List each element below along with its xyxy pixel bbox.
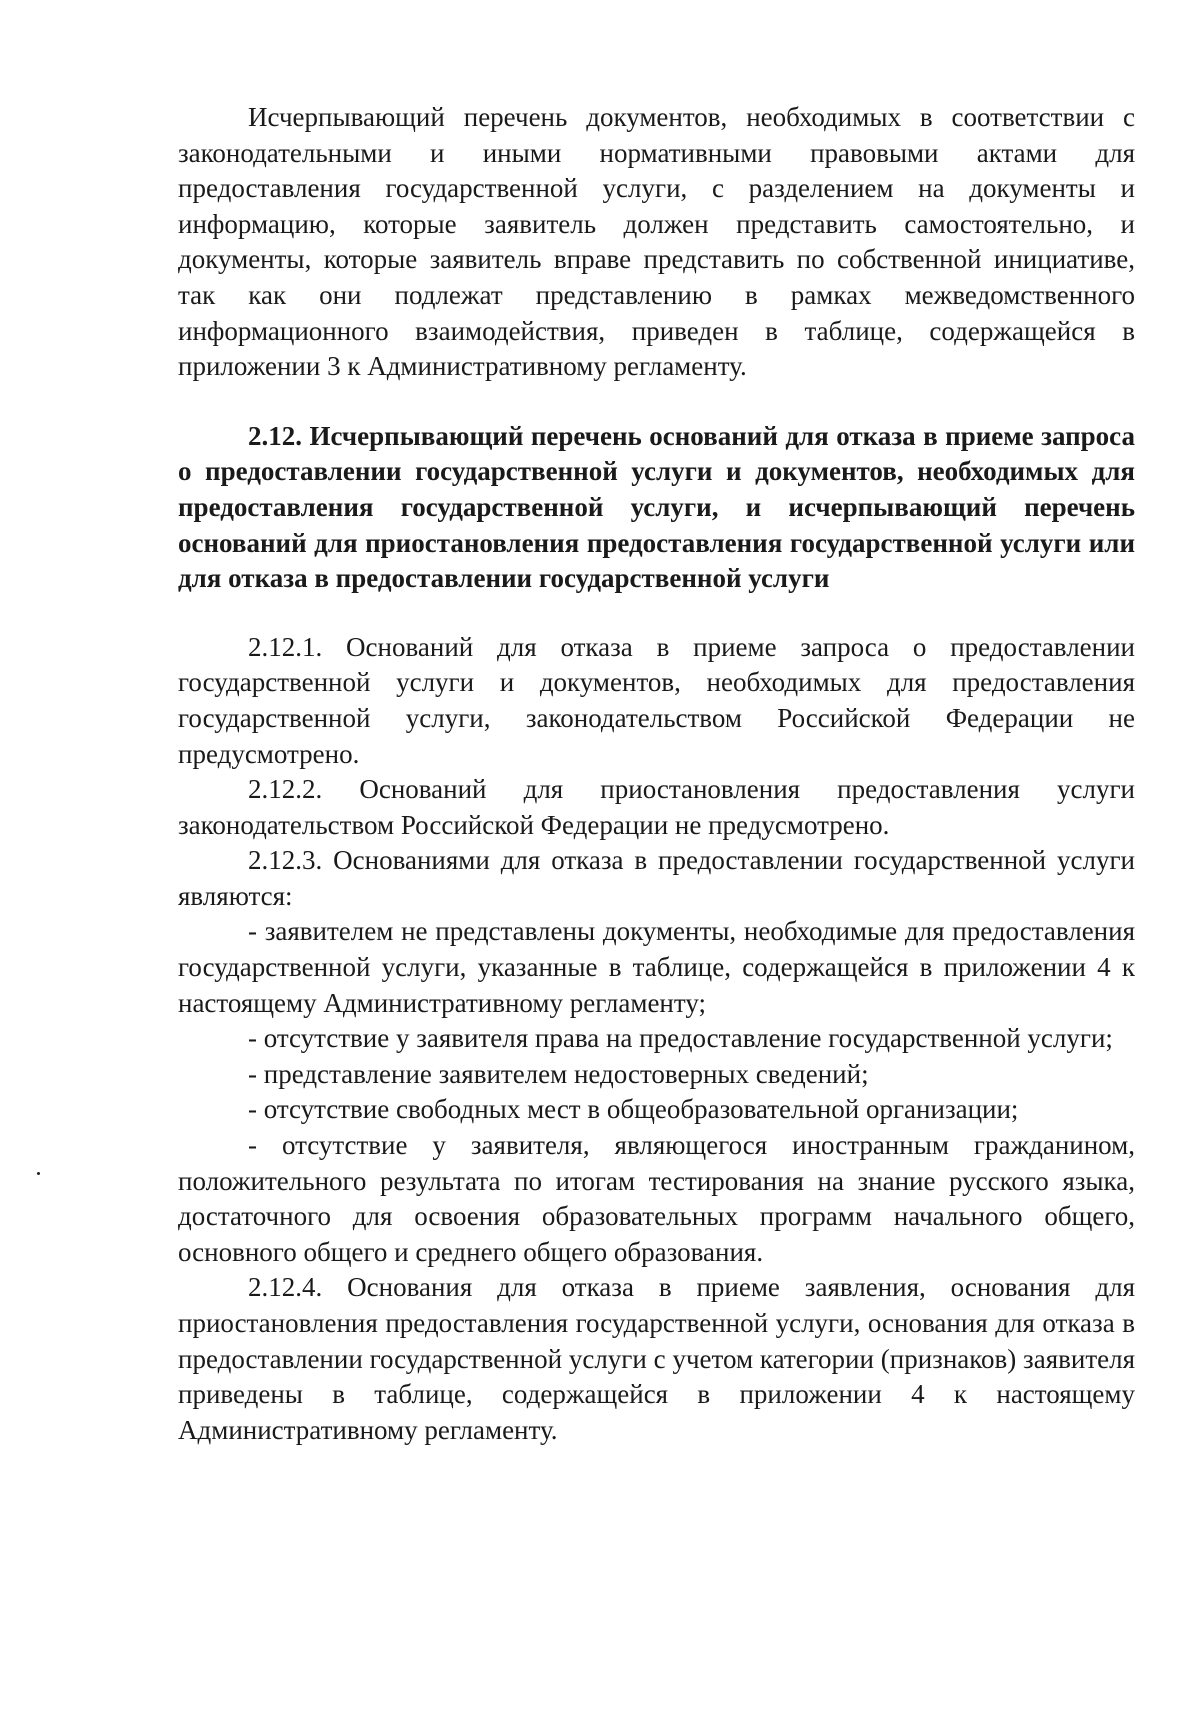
scan-speck [37, 1172, 40, 1175]
clause-2-12-2: 2.12.2. Оснований для приостановления предоставления услуги законодательством Российской Федерации не предусмотрено. [178, 774, 1135, 840]
clause-2-12-3: 2.12.3. Основаниями для отказа в предоставлении государственной услуги являются: [178, 845, 1135, 911]
document-page [178, 100, 1135, 1448]
list-item-ground-4: - отсутствие свободных мест в общеобразовательной организации; [248, 1094, 1019, 1125]
clause-2-12-1: 2.12.1. Оснований для отказа в приеме запроса о предоставлении государственной услуги и документов, необходимых для предоставления государственной услуги, законодательством Российской Федерации не предусмотрено. [178, 631, 1135, 769]
list-item-ground-3: - представление заявителем недостоверных сведений; [248, 1058, 869, 1089]
section-heading: 2.12. Исчерпывающий перечень оснований для отказа в приеме запроса о предоставлении государственной услуги и документов, необходимых для предоставления государственной услуги, и исчерпывающий перечень оснований для приостановления предоставления государственной услуги или для отказа в предоставлении государственной услуги [178, 420, 1135, 594]
list-item-ground-2: - отсутствие у заявителя права на предоставление государственной услуги; [248, 1023, 1113, 1054]
list-item-ground-1: - заявителем не представлены документы, необходимые для предоставления государственной услуги, указанные в таблице, содержащейся в приложении 4 к настоящему Административному регламенту; [178, 916, 1135, 1018]
list-item-ground-5: - отсутствие у заявителя, являющегося иностранным гражданином, положительного результата по итогам тестирования на знание русского языка, достаточного для освоения образовательных программ начального общего, основного общего и среднего общего образования. [178, 1130, 1135, 1267]
clause-2-12-4: 2.12.4. Основания для отказа в приеме заявления, основания для приостановления предоставления государственной услуги, основания для отказа в предоставлении государственной услуги с учетом категории (признаков) заявителя приведены в таблице, содержащейся в приложении 4 к настоящему Административному регламенту. [178, 1272, 1135, 1445]
intro-paragraph: Исчерпывающий перечень документов, необходимых в соответствии с законодательными и иными нормативными правовыми актами для предоставления государственной услуги, с разделением на документы и информацию, которые заявитель должен представить самостоятельно, и документы, которые заявитель вправе представить по собственной инициативе, так как они подлежат представлению в рамках межведомственного информационного взаимодействия, приведен в таблице, содержащейся в приложении 3 к Административному регламенту. [178, 102, 1135, 382]
